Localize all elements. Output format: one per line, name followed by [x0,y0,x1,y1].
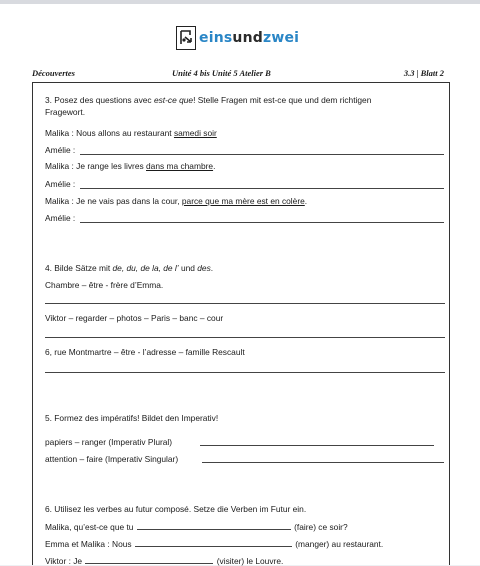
worksheet-header [32,65,450,81]
ex3-answer-line-1[interactable] [80,154,444,155]
ex6-row-3: Viktor : Je (visiter) le Louvre. [45,556,284,566]
ex5-item-1: papiers – ranger (Imperativ Plural) [45,437,173,447]
ex6-title: 6. Utilisez les verbes au futur composé. Setze die Verben im Futur ein. [45,504,307,514]
ex3-answer-line-3[interactable] [80,222,444,223]
header-left: Découvertes [32,68,75,78]
ex3-dialog-1: Malika : Nous allons au restaurant samedi soir [45,128,217,138]
logo-pictogram-icon [176,26,196,50]
ex4-answer-line-2[interactable] [45,337,445,338]
ex4-sentence-1: Chambre – être - frère d’Emma. [45,280,164,290]
ex3-answer-label-3: Amélie : [45,213,76,223]
ex6-blank-1[interactable] [137,521,291,530]
ex4-title: 4. Bilde Sätze mit de, du, de la, de l’ und des. [45,263,214,273]
header-right: 3.3 | Blatt 2 [403,68,444,78]
ex6-row-1: Malika, qu’est-ce que tu (faire) ce soir? [45,522,348,532]
ex4-sentence-3: 6, rue Montmartre – être - l’adresse – famille Rescault [45,347,245,357]
ex3-answer-line-2[interactable] [80,188,444,189]
ex3-dialog-3: Malika : Je ne vais pas dans la cour, parce que ma mère est en colère. [45,196,308,206]
ex3-answer-label-1: Amélie : [45,145,76,155]
ex3-title: 3. Posez des questions avec est-ce que! Stelle Fragen mit est-ce que und dem richtigen [45,95,372,105]
ex6-row-2: Emma et Malika : Nous (manger) au restaurant. [45,539,384,549]
ex5-item-2: attention – faire (Imperativ Singular) [45,454,179,464]
einsundzwei-logo [176,26,299,50]
ex4-sentence-2: Viktor – regarder – photos – Paris – banc – cour [45,313,224,323]
ex5-answer-line-2[interactable] [202,462,444,463]
ex3-title-cont: Fragewort. [45,107,86,117]
logo-wordmark: einsundzwei [199,30,300,46]
ex5-answer-line-1[interactable] [200,445,434,446]
header-center: Unité 4 bis Unité 5 Atelier B [172,68,271,78]
ex4-answer-line-3[interactable] [45,372,445,373]
content-frame [32,83,450,565]
ex6-blank-3[interactable] [85,555,213,564]
ex3-answer-label-2: Amélie : [45,179,76,189]
ex4-answer-line-1[interactable] [45,303,445,304]
ex5-title: 5. Formez des impératifs! Bildet den Imperativ! [45,413,219,423]
ex6-blank-2[interactable] [135,538,292,547]
ex3-dialog-2: Malika : Je range les livres dans ma chambre. [45,161,216,171]
